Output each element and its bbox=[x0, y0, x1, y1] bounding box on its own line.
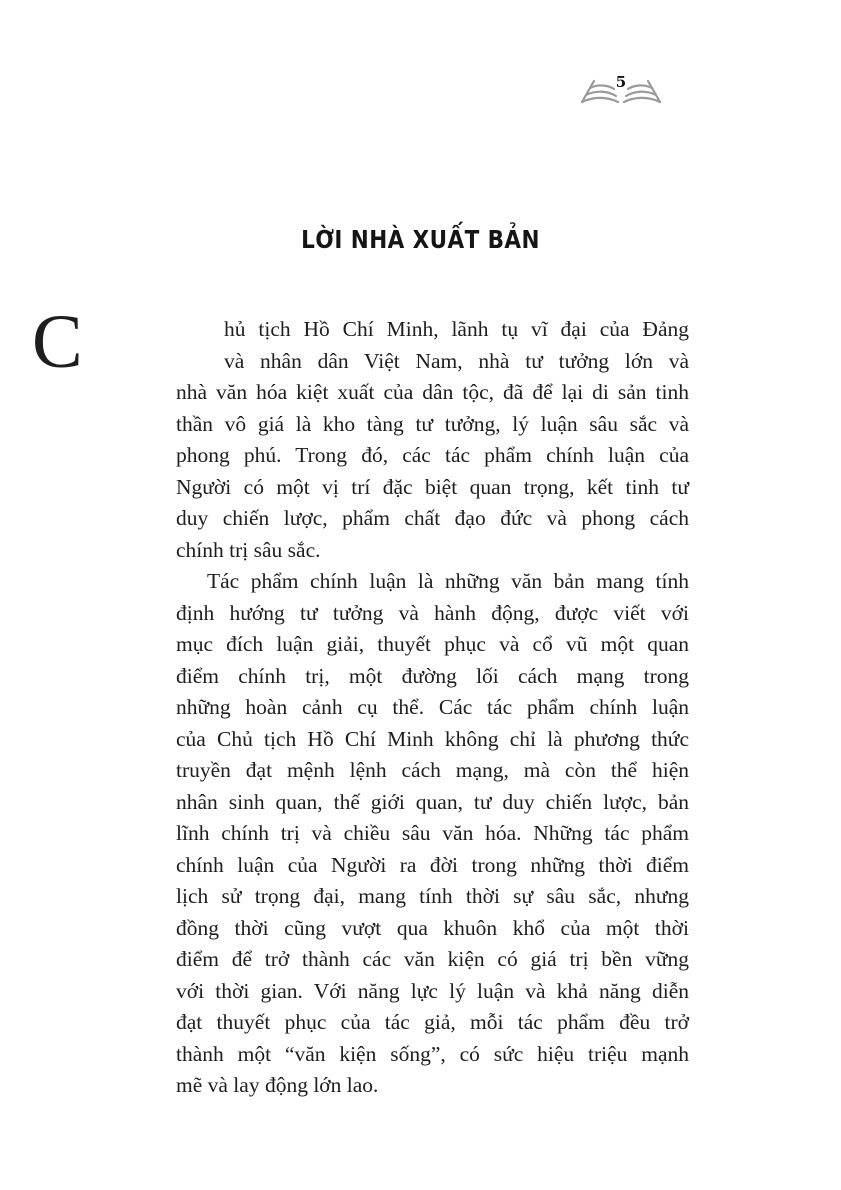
text-line: mục đích luận giải, thuyết phục và cổ vũ một quan bbox=[176, 632, 689, 656]
text-line: lĩnh chính trị và chiều sâu văn hóa. Những tác phẩm bbox=[176, 821, 689, 845]
text-line: đạt thuyết phục của tác giả, mỗi tác phẩm đều trở bbox=[176, 1010, 689, 1034]
text-line: mẽ và lay động lớn lao. bbox=[176, 1073, 379, 1097]
text-line: truyền đạt mệnh lệnh cách mạng, mà còn thể hiện bbox=[176, 758, 689, 782]
text-line: với thời gian. Với năng lực lý luận và khả năng diễn bbox=[176, 978, 689, 1003]
text-line: thần vô giá là kho tàng tư tưởng, lý luận sâu sắc và bbox=[176, 411, 689, 436]
page-number: 5 bbox=[615, 73, 627, 91]
text-line: điểm chính trị, một đường lối cách mạng trong bbox=[176, 663, 689, 688]
text-line: và nhân dân Việt Nam, nhà tư tưởng lớn và bbox=[224, 348, 689, 373]
text-line: hủ tịch Hồ Chí Minh, lãnh tụ vĩ đại của Đảng bbox=[224, 317, 689, 341]
text-line: chính luận của Người ra đời trong những thời điểm bbox=[176, 852, 689, 877]
text-line: điểm để trở thành các văn kiện có giá trị bền vững bbox=[176, 947, 689, 971]
paragraph-2 bbox=[176, 566, 689, 1102]
text-line: những hoàn cảnh cụ thể. Các tác phẩm chính luận bbox=[176, 695, 689, 719]
text-line: Người có một vị trí đặc biệt quan trọng, kết tinh tư bbox=[176, 474, 689, 499]
text-line: duy chiến lược, phẩm chất đạo đức và phong cách bbox=[176, 506, 689, 530]
body-text bbox=[176, 314, 689, 1102]
drop-cap: C bbox=[32, 300, 83, 384]
text-line: thành một “văn kiện sống”, có sức hiệu triệu mạnh bbox=[176, 1041, 689, 1066]
text-line: của Chủ tịch Hồ Chí Minh không chỉ là phương thức bbox=[176, 726, 689, 751]
paragraph-1 bbox=[176, 314, 689, 566]
text-line: lịch sử trọng đại, mang tính thời sự sâu sắc, nhưng bbox=[176, 884, 689, 908]
text-line: nhân sinh quan, thế giới quan, tư duy chiến lược, bản bbox=[176, 789, 689, 814]
text-line: định hướng tư tưởng và hành động, được viết với bbox=[176, 600, 689, 625]
text-line: chính trị sâu sắc. bbox=[176, 537, 321, 562]
text-line: nhà văn hóa kiệt xuất của dân tộc, đã để lại di sản tinh bbox=[176, 380, 689, 404]
text-line: phong phú. Trong đó, các tác phẩm chính luận của bbox=[176, 443, 689, 467]
text-line: Tác phẩm chính luận là những văn bản mang tính bbox=[207, 569, 689, 593]
text-line: đồng thời cũng vượt qua khuôn khổ của một thời bbox=[176, 915, 689, 940]
page-title: LỜI NHÀ XUẤT BẢN bbox=[301, 225, 540, 254]
